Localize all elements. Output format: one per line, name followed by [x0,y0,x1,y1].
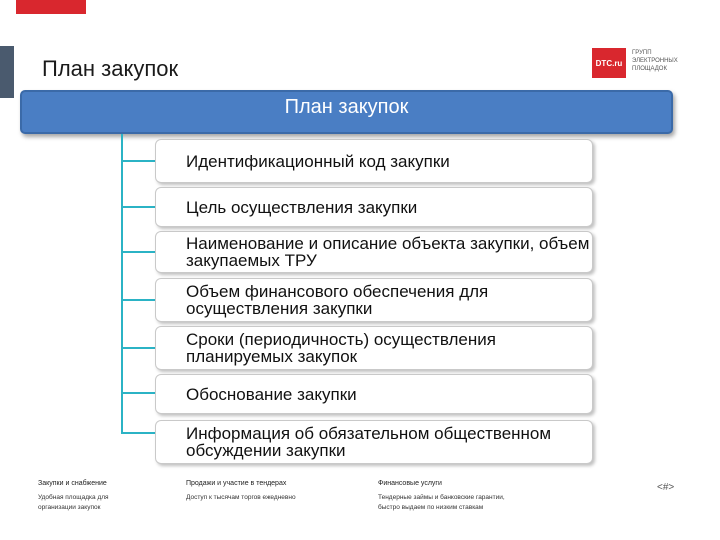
company-logo [592,48,692,80]
plan-item-box [155,374,593,414]
plan-item-box [155,420,593,464]
connector-branch [121,347,155,349]
connector-branch [121,392,155,394]
plan-item-box [155,278,593,322]
connector-branch [121,432,155,434]
plan-item-box [155,187,593,227]
footer-heading: Продажи и участие в тендерах [186,480,287,487]
connector-vertical [121,134,123,434]
top-accent-bar [16,0,86,14]
connector-branch [121,299,155,301]
connector-branch [121,251,155,253]
plan-item-text: Наименование и описание объекта закупки, объем закупаемых ТРУ [186,234,590,270]
logo-mark: DTC.ru [592,48,626,78]
side-accent-bar [0,46,14,98]
footer-column-finance [378,479,505,513]
footer-text: Тендерные займы и банковские гарантии, [378,494,505,501]
plan-item-text: Обоснование закупки [186,384,357,404]
plan-item-text: Сроки (периодичность) осуществления планируемых закупок [186,330,496,366]
plan-item-text: Цель осуществления закупки [186,197,418,217]
plan-item-box [155,231,593,273]
footer-text: организации закупок [38,504,101,511]
plan-header-text: План закупок [284,96,409,118]
logo-caption [632,49,678,73]
plan-header-box [20,90,673,134]
plan-item-text: Информация об обязательном общественном обсуждении закупки [186,424,552,460]
connector-branch [121,160,155,162]
logo-line-1: ГРУПП [632,50,652,56]
plan-item-box [155,139,593,183]
footer-text: Доступ к тысячам торгов ежедневно [186,494,296,501]
page-number: <#> [657,482,675,493]
footer-heading: Финансовые услуги [378,480,442,487]
plan-item-box [155,326,593,370]
footer-heading: Закупки и снабжение [38,480,107,487]
plan-item-text: Объем финансового обеспечения для осуществления закупки [186,282,489,318]
slide-title: План закупок [42,56,179,81]
logo-line-2: ЭЛЕКТРОННЫХ [632,58,678,64]
footer-text: Удобная площадка для [38,494,109,501]
connector-branch [121,206,155,208]
plan-item-text: Идентификационный код закупки [186,151,450,171]
logo-line-3: ПЛОЩАДОК [632,66,667,72]
footer-column-sales [186,479,296,503]
footer-text: быстро выдаем по низким ставкам [378,504,484,511]
footer-column-procurement [38,479,109,513]
